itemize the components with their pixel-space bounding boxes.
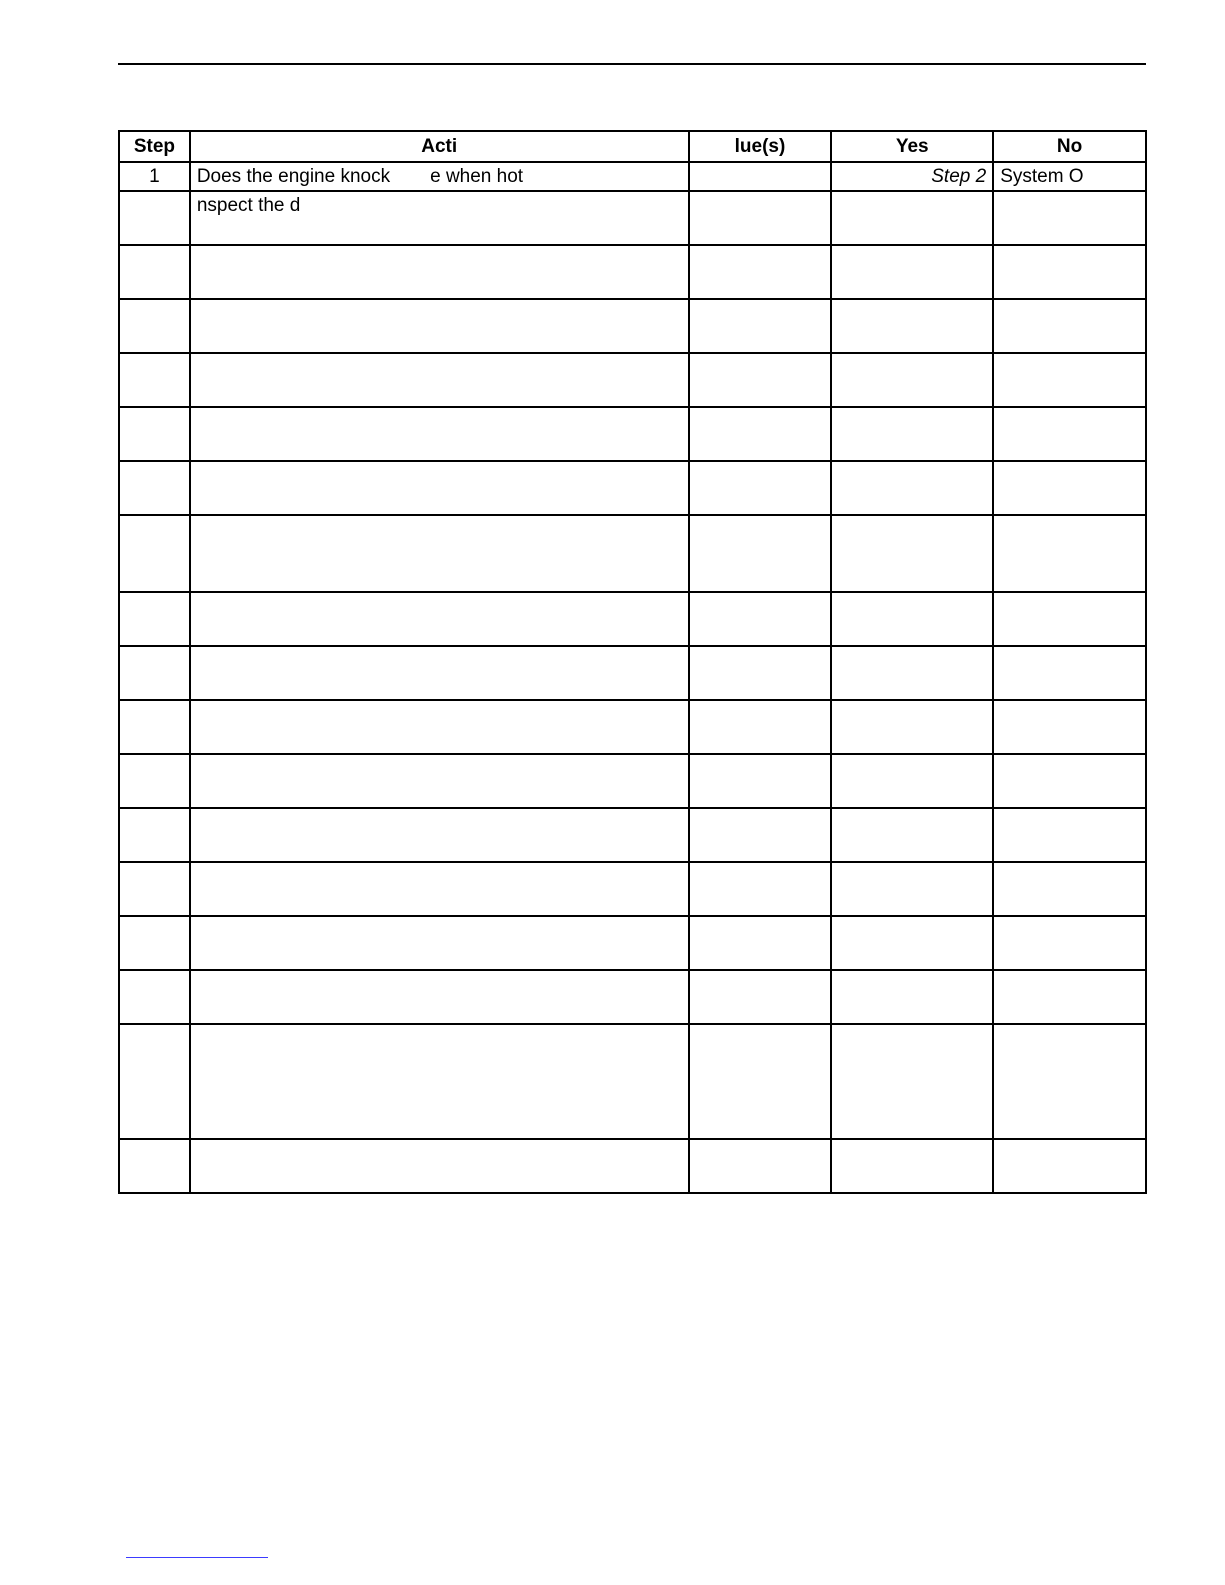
values-cell-text bbox=[690, 516, 831, 519]
values-cell bbox=[689, 700, 832, 754]
step-cell bbox=[119, 916, 190, 970]
values-cell-text bbox=[690, 192, 831, 195]
yes-cell-text bbox=[832, 1140, 992, 1143]
values-cell-text bbox=[690, 863, 831, 866]
no-cell-text bbox=[994, 1025, 1145, 1028]
no-cell bbox=[993, 862, 1146, 916]
yes-cell bbox=[831, 162, 993, 191]
no-cell bbox=[993, 808, 1146, 862]
values-cell-text bbox=[690, 593, 831, 596]
yes-cell-text bbox=[832, 755, 992, 758]
no-cell bbox=[993, 646, 1146, 700]
step-cell-text bbox=[120, 246, 189, 249]
values-cell bbox=[689, 1024, 832, 1139]
no-cell bbox=[993, 515, 1146, 592]
yes-cell-text bbox=[832, 917, 992, 920]
step-cell-text bbox=[120, 408, 189, 411]
no-cell-text bbox=[994, 1140, 1145, 1143]
yes-cell bbox=[831, 754, 993, 808]
values-cell-text bbox=[690, 701, 831, 704]
step-cell bbox=[119, 191, 190, 245]
yes-cell-text bbox=[832, 701, 992, 704]
values-cell-text bbox=[690, 300, 831, 303]
step-cell-text bbox=[120, 863, 189, 866]
no-cell-text bbox=[994, 755, 1145, 758]
no-cell-text bbox=[994, 516, 1145, 519]
step-cell bbox=[119, 299, 190, 353]
values-cell bbox=[689, 862, 832, 916]
yes-cell bbox=[831, 970, 993, 1024]
header-values: lue(s) bbox=[689, 131, 832, 162]
no-cell bbox=[993, 191, 1146, 245]
yes-cell-text bbox=[832, 1025, 992, 1028]
no-cell-text bbox=[994, 354, 1145, 357]
table-row bbox=[119, 1024, 1146, 1139]
no-cell bbox=[993, 1024, 1146, 1139]
yes-cell bbox=[831, 407, 993, 461]
table-row bbox=[119, 245, 1146, 299]
step-cell-text bbox=[120, 917, 189, 920]
values-cell bbox=[689, 191, 832, 245]
action-cell bbox=[190, 515, 689, 592]
no-cell-text bbox=[994, 917, 1145, 920]
yes-cell-text bbox=[832, 593, 992, 596]
values-cell-text bbox=[690, 917, 831, 920]
table-row bbox=[119, 299, 1146, 353]
step-cell bbox=[119, 515, 190, 592]
values-cell-text bbox=[690, 755, 831, 758]
yes-cell-text bbox=[832, 408, 992, 411]
yes-cell bbox=[831, 700, 993, 754]
step-cell bbox=[119, 592, 190, 646]
values-cell-text bbox=[690, 408, 831, 411]
table-row bbox=[119, 407, 1146, 461]
values-cell-text bbox=[690, 163, 831, 166]
no-cell bbox=[993, 592, 1146, 646]
yes-cell bbox=[831, 245, 993, 299]
table-row bbox=[119, 862, 1146, 916]
values-cell bbox=[689, 1139, 832, 1193]
values-cell-text bbox=[690, 462, 831, 465]
step-cell-text: 1 bbox=[149, 166, 160, 187]
step-cell-text bbox=[120, 516, 189, 519]
action-cell bbox=[190, 916, 689, 970]
table-row bbox=[119, 970, 1146, 1024]
no-cell bbox=[993, 970, 1146, 1024]
step-cell-text bbox=[120, 701, 189, 704]
values-cell-text bbox=[690, 1025, 831, 1028]
no-cell bbox=[993, 754, 1146, 808]
yes-cell-text bbox=[832, 354, 992, 357]
action-cell bbox=[190, 970, 689, 1024]
action-cell bbox=[190, 700, 689, 754]
yes-cell-text bbox=[832, 516, 992, 519]
step-cell-text bbox=[120, 192, 189, 195]
yes-cell bbox=[831, 353, 993, 407]
table-row bbox=[119, 592, 1146, 646]
no-cell-text bbox=[994, 408, 1145, 411]
table-row bbox=[119, 515, 1146, 592]
action-text: nspect the d bbox=[196, 195, 301, 216]
step-cell bbox=[119, 646, 190, 700]
header-step: Step bbox=[119, 131, 190, 162]
step-cell bbox=[119, 461, 190, 515]
yes-cell-text bbox=[832, 971, 992, 974]
values-cell bbox=[689, 245, 832, 299]
yes-cell bbox=[831, 1024, 993, 1139]
values-cell-text bbox=[690, 809, 831, 812]
step-cell bbox=[119, 353, 190, 407]
values-cell-text bbox=[690, 647, 831, 650]
footer-link-underline[interactable] bbox=[126, 1557, 268, 1558]
action-cell bbox=[190, 754, 689, 808]
yes-cell bbox=[831, 191, 993, 245]
yes-cell-text bbox=[832, 246, 992, 249]
no-cell bbox=[993, 461, 1146, 515]
yes-cell bbox=[831, 515, 993, 592]
yes-cell bbox=[831, 461, 993, 515]
no-cell-text: System O bbox=[1000, 166, 1084, 187]
action-cell bbox=[190, 1024, 689, 1139]
no-cell-text bbox=[994, 593, 1145, 596]
table-row bbox=[119, 808, 1146, 862]
yes-cell-text bbox=[832, 863, 992, 866]
action-cell bbox=[190, 862, 689, 916]
values-cell-text bbox=[690, 246, 831, 249]
header-action: Acti bbox=[190, 131, 689, 162]
step-cell-text bbox=[120, 1025, 189, 1028]
step-cell-text bbox=[120, 1140, 189, 1143]
yes-cell-text: Step 2 bbox=[931, 166, 987, 187]
values-cell bbox=[689, 970, 832, 1024]
no-cell bbox=[993, 1139, 1146, 1193]
action-text-continued: e when hot bbox=[430, 166, 524, 187]
step-cell-text bbox=[120, 462, 189, 465]
step-cell bbox=[119, 700, 190, 754]
values-cell-text bbox=[690, 354, 831, 357]
action-cell bbox=[190, 461, 689, 515]
action-cell bbox=[190, 191, 689, 245]
no-cell-text bbox=[994, 246, 1145, 249]
step-cell bbox=[119, 862, 190, 916]
no-cell bbox=[993, 407, 1146, 461]
step-cell bbox=[119, 754, 190, 808]
no-cell bbox=[993, 353, 1146, 407]
table-row bbox=[119, 754, 1146, 808]
action-cell bbox=[190, 1139, 689, 1193]
table-row bbox=[119, 162, 1146, 191]
no-cell-text bbox=[994, 647, 1145, 650]
values-cell bbox=[689, 461, 832, 515]
table-row bbox=[119, 191, 1146, 245]
no-cell bbox=[993, 916, 1146, 970]
step-cell-text bbox=[120, 593, 189, 596]
step-cell bbox=[119, 808, 190, 862]
diagnostic-table bbox=[118, 130, 1147, 1194]
no-cell-text bbox=[994, 701, 1145, 704]
values-cell bbox=[689, 515, 832, 592]
no-cell-text bbox=[994, 192, 1145, 195]
table-row bbox=[119, 353, 1146, 407]
table-header-row bbox=[119, 131, 1146, 162]
no-cell bbox=[993, 245, 1146, 299]
yes-cell bbox=[831, 1139, 993, 1193]
action-cell bbox=[190, 592, 689, 646]
header-no: No bbox=[993, 131, 1146, 162]
values-cell bbox=[689, 407, 832, 461]
step-cell bbox=[119, 1024, 190, 1139]
action-cell bbox=[190, 245, 689, 299]
yes-cell bbox=[831, 862, 993, 916]
action-text: Does the engine knock bbox=[196, 166, 391, 187]
step-cell bbox=[119, 407, 190, 461]
action-cell bbox=[190, 353, 689, 407]
step-cell-text bbox=[120, 647, 189, 650]
step-cell-text bbox=[120, 809, 189, 812]
values-cell-text bbox=[690, 1140, 831, 1143]
table-row bbox=[119, 700, 1146, 754]
values-cell bbox=[689, 646, 832, 700]
yes-cell bbox=[831, 808, 993, 862]
values-cell bbox=[689, 353, 832, 407]
no-cell bbox=[993, 299, 1146, 353]
no-cell-text bbox=[994, 863, 1145, 866]
step-cell bbox=[119, 1139, 190, 1193]
values-cell-text bbox=[690, 971, 831, 974]
no-cell-text bbox=[994, 809, 1145, 812]
step-cell-text bbox=[120, 300, 189, 303]
yes-cell bbox=[831, 646, 993, 700]
step-cell bbox=[119, 970, 190, 1024]
step-cell-text bbox=[120, 354, 189, 357]
header-rule bbox=[118, 63, 1146, 65]
table-body bbox=[119, 162, 1146, 1193]
yes-cell-text bbox=[832, 647, 992, 650]
yes-cell bbox=[831, 916, 993, 970]
action-cell bbox=[190, 162, 689, 191]
action-cell bbox=[190, 646, 689, 700]
action-cell bbox=[190, 808, 689, 862]
step-cell bbox=[119, 245, 190, 299]
action-cell bbox=[190, 299, 689, 353]
values-cell bbox=[689, 754, 832, 808]
header-yes: Yes bbox=[831, 131, 993, 162]
action-cell bbox=[190, 407, 689, 461]
yes-cell-text bbox=[832, 192, 992, 195]
no-cell-text bbox=[994, 971, 1145, 974]
table-row bbox=[119, 646, 1146, 700]
yes-cell-text bbox=[832, 462, 992, 465]
yes-cell bbox=[831, 299, 993, 353]
table-row bbox=[119, 461, 1146, 515]
values-cell bbox=[689, 592, 832, 646]
no-cell bbox=[993, 162, 1146, 191]
values-cell bbox=[689, 808, 832, 862]
yes-cell-text bbox=[832, 809, 992, 812]
values-cell bbox=[689, 299, 832, 353]
no-cell bbox=[993, 700, 1146, 754]
table-row bbox=[119, 916, 1146, 970]
values-cell bbox=[689, 916, 832, 970]
step-cell-text bbox=[120, 755, 189, 758]
no-cell-text bbox=[994, 300, 1145, 303]
table-row bbox=[119, 1139, 1146, 1193]
step-cell bbox=[119, 162, 190, 191]
no-cell-text bbox=[994, 462, 1145, 465]
yes-cell-text bbox=[832, 300, 992, 303]
step-cell-text bbox=[120, 971, 189, 974]
values-cell bbox=[689, 162, 832, 191]
yes-cell bbox=[831, 592, 993, 646]
